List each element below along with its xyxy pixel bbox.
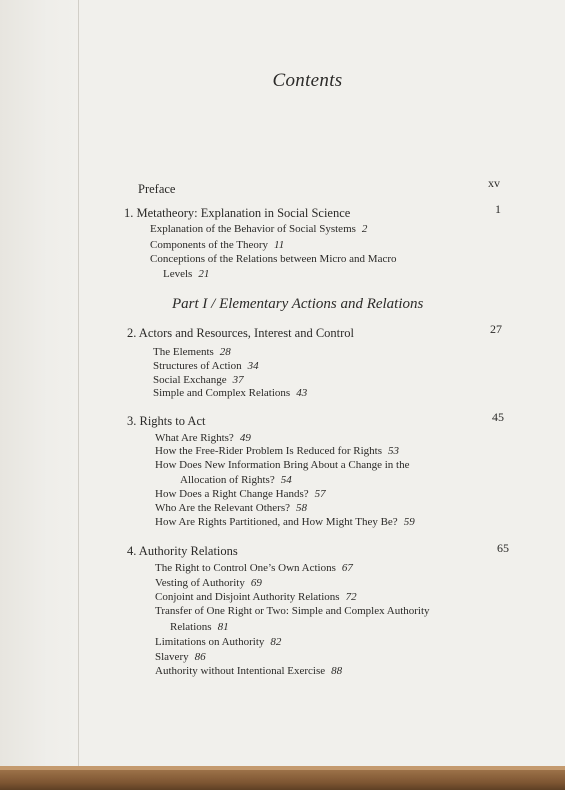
toc-entry: Simple and Complex Relations 43: [153, 387, 308, 399]
chapter-2-title: 2. Actors and Resources, Interest and Control: [127, 326, 355, 340]
toc-entry: Slavery 86: [155, 651, 206, 663]
toc-entry: How Does a Right Change Hands? 57: [155, 488, 326, 500]
toc-entry: The Elements 28: [153, 346, 231, 358]
toc-entry: Levels 21: [163, 268, 210, 280]
toc-entry: Social Exchange 37: [153, 374, 244, 386]
toc-entry: Allocation of Rights? 54: [180, 474, 292, 486]
chapter-3-page: 45: [492, 410, 504, 424]
toc-entry: Structures of Action 34: [153, 360, 259, 372]
page-fold-line: [78, 0, 79, 766]
chapter-4-title: 4. Authority Relations: [127, 544, 238, 558]
toc-entry: Authority without Intentional Exercise 88: [155, 665, 343, 677]
part-heading: Part I / Elementary Actions and Relations: [172, 296, 424, 312]
chapter-3-title: 3. Rights to Act: [127, 414, 206, 428]
chapter-1-title: 1. Metatheory: Explanation in Social Science: [124, 206, 351, 220]
chapter-2-page: 27: [490, 322, 502, 336]
toc-entry: How Are Rights Partitioned, and How Might They Be? 59: [155, 516, 415, 528]
toc-entry: How Does New Information Bring About a Change in the: [155, 459, 410, 471]
table-surface: [0, 766, 565, 790]
toc-entry: Relations 81: [170, 621, 229, 633]
toc-entry: Conceptions of the Relations between Micro and Macro: [150, 253, 397, 265]
toc-entry: Conjoint and Disjoint Authority Relations 72: [155, 591, 357, 603]
toc-entry: How the Free-Rider Problem Is Reduced for Rights 53: [155, 445, 399, 457]
preface-label: Preface: [138, 182, 176, 196]
gutter-shadow: [0, 0, 80, 766]
toc-entry: Components of the Theory 11: [150, 239, 285, 251]
toc-entry: Vesting of Authority 69: [155, 577, 262, 589]
toc-entry: Explanation of the Behavior of Social Systems 2: [150, 223, 368, 235]
contents-title: Contents: [272, 70, 343, 91]
chapter-4-page: 65: [497, 541, 509, 555]
toc-entry: Who Are the Relevant Others? 58: [155, 502, 308, 514]
toc-entry: The Right to Control One’s Own Actions 67: [155, 562, 353, 574]
preface-page: xv: [488, 176, 500, 190]
toc-entry: Limitations on Authority 82: [155, 636, 282, 648]
toc-entry: What Are Rights? 49: [155, 432, 251, 444]
toc-entry: Transfer of One Right or Two: Simple and Complex Authority: [155, 605, 430, 617]
chapter-1-page: 1: [495, 202, 501, 216]
